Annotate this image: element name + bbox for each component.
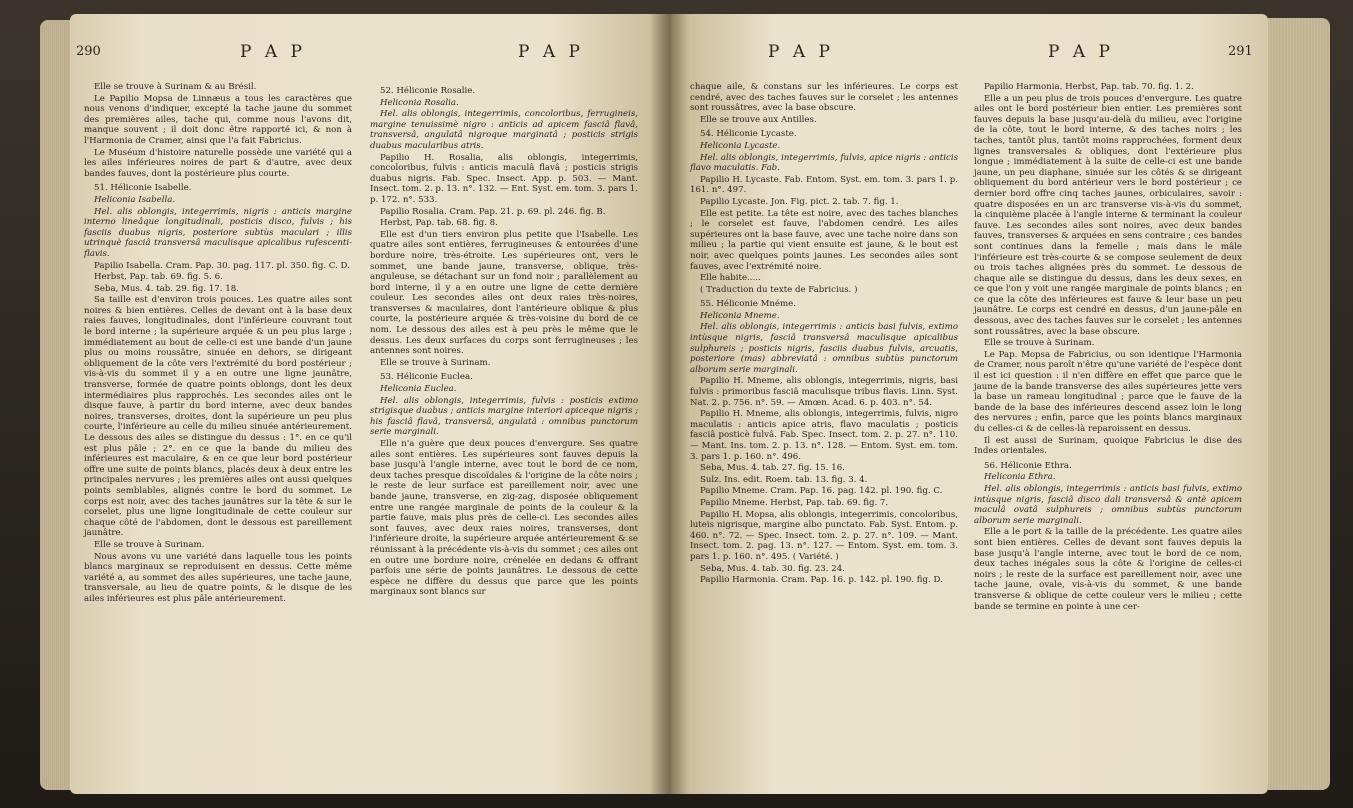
citation: Papilio H. Rosalia, alis oblongis, integerrimis, concoloribus, fulvis : anticis maculâ flavâ ; posticis strigis duabus nigris. Fab. Spec. Insect. App. p. 503. — Mant. Insect. tom. 2. p. 13. n°. 132. — Ent. Syst. em. tom. 3. pars 1. p. 172. n°. 533. [370, 152, 638, 205]
left-page-edges [40, 20, 72, 790]
paragraph: Elle se trouve aux Antilles. [700, 114, 817, 125]
latin-description: Hel. alis oblongis, integerrimis : anticis basi fulvis, extimo intùsque nigris, fasciâ transversâ maculisque apicalibus sulphureis ; posticis nigris, fasciis duabus fulvis, arcuatis, posteriore (mas) abbreviatâ : omnibus subtùs punctorum alborum serie marginali. [690, 322, 958, 375]
species-heading: 53. Héliconie Euclea. [380, 372, 473, 383]
citation: Seba, Mus. 4. tab. 27. fig. 15. 16. [700, 463, 845, 474]
citation: Herbst, Pap. tab. 69. fig. 5. 6. [94, 272, 223, 283]
paragraph: Le Papilio Mopsa de Linnæus a tous les caractères que nous venons d'indiquer, excepté la tache jaune du sommet des premières ailes, tache qui, comme nous l'avons dit, manque souvent ; il doit donc être rapporté ici, & non à l'Harmonia de Cramer, ainsi que l'a fait Fabricius. [84, 93, 352, 146]
page-number: 291 [1228, 44, 1253, 59]
species-heading: 55. Héliconie Mnéme. [700, 299, 796, 310]
latin-description: Hel. alis oblongis, integerrimis, fulvis : posticis extimo strigisque duabus ; anticis margine interiori apiceque nigris ; his fasciâ flavâ, transversâ, angulatâ : omnibus punctorum serie marginali. [370, 395, 638, 438]
paragraph: Sa taille est d'environ trois pouces. Les quatre ailes sont noires & bien entières. Celles de devant ont à la base deux raies fauves, longitudinales, dont l'inférieure couvrant tout le bord interne ; la supérieure arquée & un peu plus large ; immédiatement au bout de celle-ci est une bande d'un jaune plus ou moins roussâtre, sinuée en dehors, se dirigeant obliquement de la côte vers l'extrémité du bord postérieur ; vis-à-vis du sommet il y a en outre une ligne jaunâtre, transverse, formée de quatre points oblongs, dont les deux intermédiaires plus rapprochés. Les secondes ailes ont le disque fauve, à partir du bord interne, avec deux bandes noires, transverses, droites, dont la supérieure un peu plus courte, l'inférieure au celle du milieu sinuée antérieurement. Le dessous des ailes se distingue du dessus : 1°. en ce qu'il est plus pâle ; 2°. en ce que la bande du milieu des inférieures est maculaire, & en ce que leur bord postérieur offre une suite de points blancs, placés deux à deux entre les principales nervures ; les premières ailes ont aussi quelques points semblables, alignés contre le bord du sommet. Le corps est noir, avec des taches jaunâtres sur la tête & sur le corselet, plus une ligne longitudinale de cette couleur sur chaque côté de l'abdomen, dont le dessous est pareillement jaunâtre. [84, 295, 352, 539]
citation: Papilio Isabella. Cram. Pap. 30. pag. 117. pl. 350. fig. C. D. [94, 260, 350, 271]
paragraph: Elle se trouve à Surinam. [380, 357, 491, 368]
citation: Papilio Harmonia. Cram. Pap. 16. p. 142. pl. 190. fig. D. [700, 575, 943, 586]
running-header-right: P A P [1048, 42, 1114, 62]
page-number: 290 [76, 44, 101, 59]
right-page-column-2 [974, 82, 1242, 613]
latin-description: Hel. alis oblongis, integerrimis, nigris : anticis margine interno lineâque longitudinali, posticis disco, fulvis ; his fasciis duabus nigris, posteriore subtùs maculari ; illis utrinquè fasciâ transversâ maculisque apicalibus rufescenti-flavis. [84, 206, 352, 259]
paragraph: chaque aile, & constans sur les inférieures. Le corps est cendré, avec des taches fauves sur le corselet ; les antennes sont roussâtres, avec la base obscure. [690, 82, 958, 114]
left-page-column-1 [84, 82, 352, 606]
latin-description: Heliconia Lycaste. [700, 140, 781, 151]
citation: Papilio Lycaste. Jon. Fig. pict. 2. tab. 7. fig. 1. [700, 196, 899, 207]
citation: Papilio H. Mneme, alis oblongis, integerrimis, nigris, basi fulvis : primoribus fasciâ maculisque tribus flavis. Linn. Syst. Nat. 2. p. 756. n°. 59. — Amœn. Acad. 6. p. 403. n°. 54. [690, 376, 958, 408]
species-heading: 52. Héliconie Rosalie. [380, 86, 476, 96]
latin-description: Heliconia Isabella. [94, 194, 176, 205]
citation: Herbst, Pap. tab. 68. fig. 8. [380, 218, 498, 229]
paragraph: Elle habite..... [700, 273, 761, 284]
paragraph: ( Traduction du texte de Fabricius. ) [700, 284, 858, 295]
citation: Papilio H. Mneme, alis oblongis, integerrimis, fulvis, nigro maculatis : anticis apice atris, flavo maculatis ; posticis fasciâ posticè fulvâ. Fab. Spec. Insect. tom. 2. p. 27. n°. 110. — Mant. Ins. tom. 2. p. 13. n°. 128. — Entom. Syst. em. tom. 3. pars 1. p. 160. n°. 496. [690, 409, 958, 462]
citation: Sulz. Ins. edit. Roem. tab. 13. fig. 3. 4. [700, 474, 868, 485]
latin-description: Heliconia Ethra. [984, 472, 1056, 483]
latin-description: Hel. alis oblongis, integerrimis, fulvis, apice nigris : anticis flavo maculatis. Fab. [690, 152, 958, 174]
paragraph: Le Muséum d'histoire naturelle possède une variété qui a les ailes inférieures noires de part & d'autre, avec deux bandes fauves, dont la postérieure plus courte. [84, 147, 352, 179]
latin-description: Heliconia Mneme. [700, 310, 780, 321]
paragraph: Elle a le port & la taille de la précédente. Les quatre ailes sont bien entières. Celles de devant sont fauves depuis la base jusqu'à l'angle interne, avec tout le bord de ce nom, deux taches inégales sous la côte & l'origine de celles-ci noirs ; le reste de la surface est pareillement noir, avec une tache jaune, ovale, vis-à-vis du sommet, & une bande transverse & oblique de cette couleur vers le milieu ; cette bande se termine en pointe à une cer- [974, 527, 1242, 612]
citation: Papilio Harmonia. Herbst, Pap. tab. 70. fig. 1. 2. [984, 82, 1194, 92]
species-heading: 51. Héliconie Isabelle. [94, 183, 192, 194]
citation: Papilio H. Lycaste. Fab. Entom. Syst. em. tom. 3. pars 1. p. 161. n°. 497. [690, 174, 958, 196]
paragraph: Elle a un peu plus de trois pouces d'envergure. Les quatre ailes ont le bord postérieur bien entier. Les premières sont fauves depuis la base jusqu'au-delà du milieu, avec l'origine de la côte, tout le bord interne, & des taches noirs ; les taches, tantôt plus, tantôt moins rapprochées, forment deux lignes transversales & obliques, dont l'extérieure plus longue ; immédiatement à la suite de celle-ci est une bande jaune, un peu diaphane, sinuée sur les côtés & se dirigeant obliquement du bord antérieur vers le bord postérieur ; ce dernier bord offre cinq taches jaunes, orbiculaires, savoir : quatre disposées en un arc transverse vis-à-vis du sommet, la cinquième placée à l'angle interne & terminant la couleur fauve. Les secondes ailes sont noires, avec deux bandes fauves, transverses & arquées en sens contraire ; ces bandes sont continues dans la femelle ; mais dans le mâle l'inférieure est très-courte & se compose seulement de deux ou trois taches alignées près du sommet. Le dessous de chaque aile se distingue du dessus, dans les deux sexes, en ce que l'on y voit une rangée marginale de points blancs ; en ce que la côte des inférieures est fauve & leur base un peu jaunâtre. Le corps est cendré en dessus, d'un jaune-pâle en dessous, avec des taches fauves sur le corselet ; les antennes sont roussâtres, avec la base obscure. [974, 93, 1242, 337]
citation: Papilio Mneme. Cram. Pap. 16. pag. 142. pl. 190. fig. C. [700, 486, 943, 497]
citation: Seba, Mus. 4. tab. 29. fig. 17. 18. [94, 283, 239, 294]
latin-description: Heliconia Euclea. [380, 384, 457, 395]
left-page [70, 14, 668, 794]
left-page-column-2 [370, 82, 638, 599]
species-heading: 56. Héliconie Ethra. [984, 460, 1072, 471]
running-header-left: P A P [240, 42, 306, 62]
right-page [668, 14, 1268, 794]
running-header-right: P A P [518, 42, 584, 62]
citation: Papilio H. Mopsa, alis oblongis, integerrimis, concoloribus, luteis nigrisque, margine albo punctato. Fab. Syst. Entom. p. 460. n°. 72. — Spec. Insect. tom. 2. p. 27. n°. 109. — Mant. Insect. tom. 2. pag. 13. n°. 127. — Entom. Syst. em. tom. 3. pars 1. p. 160. n°. 495. ( Variété. ) [690, 509, 958, 562]
species-heading: 54. Héliconie Lycaste. [700, 129, 797, 140]
citation: Papilio Mneme. Herbst, Pap. tab. 69. fig. 7. [700, 497, 889, 508]
paragraph: Le Pap. Mopsa de Fabricius, ou son identique l'Harmonia de Cramer, nous paroît n'être qu'une variété de l'espèce dont il est ici question : il n'en diffère en effet que parce que le jaune de la bande transverse des ailes supérieures jette vers la base un rameau longitudinal ; parce que le fauve de la bande de la base des inférieures descend assez loin le long des nervures ; enfin, parce que les points blancs marginaux du celles-ci & de celles-là reparoissent en dessus. [974, 349, 1242, 434]
paragraph: Elle est petite. La tête est noire, avec des taches blanches ; le corselet est fauve, l'abdomen cendré. Les ailes supérieures ont la base fauve, avec une tache noire dans son milieu ; la partie qui vient ensuite est jaune, & le bout est noir, avec quelques points jaunes. Les secondes ailes sont fauves, avec l'extrémité noire. [690, 208, 958, 272]
right-page-edges [1268, 18, 1330, 790]
latin-description: Hel. alis oblongis, integerrimis : anticis basi fulvis, extimo intùsque nigris, fasciâ disco dali transversâ & antè apicem maculâ ovatâ sulphureis ; omnibus subtùs punctorum alborum serie marginali. [974, 483, 1242, 526]
paragraph: Elle n'a guère que deux pouces d'envergure. Ses quatre ailes sont entières. Les supérieures sont fauves depuis la base jusqu'à l'angle interne, avec tout le bord de ce nom, deux taches presque discoïdales & l'origine de la côte noirs ; le reste de leur surface est pareillement noir, avec une bande jaune, transverse, en zig-zag, disposée obliquement entre une rangée marginale de points de la couleur & la partie fauve, mais plus près de celle-ci. Les secondes ailes sont fauves, avec deux raies noires, transverses, dont l'inférieure droite, la supérieure arquée antérieurement & se réunissant à la précédente vis-à-vis du sommet ; ces ailes ont en outre une bordure noire, crénelée en dedans & offrant parfois une série de points jaunâtres. Le dessous de cette espèce ne diffère du dessus que parce que les points marginaux sont blancs sur [370, 439, 638, 598]
paragraph: Elle est d'un tiers environ plus petite que l'Isabelle. Les quatre ailes sont entières, ferrugineuses & entourées d'une bordure noire, très-étroite. Les supérieures ont, vers le sommet, une bande jaune, transverse, oblique, très-anguleuse, se détachant sur un fond noir ; parallèlement au bord interne, il y a en outre une ligne de cette dernière couleur. Les secondes ailes ont deux raies très-noires, transverses & maculaires, dont l'antérieure oblique & plus courte, la postérieure arquée & très-voisine du bord de ce nom. Le dessous des ailes est à peu près le même que le dessus. Les deux surfaces du corps sont ferrugineuses ; les antennes sont noires. [370, 229, 638, 357]
right-page-column-1 [690, 82, 958, 587]
paragraph: Elle se trouve à Surinam. [984, 338, 1095, 349]
paragraph: Nous avons vu une variété dans laquelle tous les points blancs marginaux se reproduisent en dessus. Cette même variété a, au sommet des ailes supérieures, une tache jaune, transversale, au lieu de quatre points, & le disque de les ailes inférieures est plus pâle antérieurement. [84, 551, 352, 604]
latin-description: Heliconia Rosalia. [380, 97, 459, 108]
paragraph: Elle se trouve à Surinam. [94, 539, 205, 550]
paragraph: Il est aussi de Surinam, quoique Fabricius le dise des Indes orientales. [974, 435, 1242, 457]
citation: Papilio Rosalia. Cram. Pap. 21. p. 69. pl. 246. fig. B. [380, 206, 606, 217]
paragraph: Elle se trouve à Surinam & au Brésil. [94, 82, 257, 92]
citation: Seba, Mus. 4. tab. 30. fig. 23. 24. [700, 563, 845, 574]
running-header-left: P A P [768, 42, 834, 62]
latin-description: Hel. alis oblongis, integerrimis, concoloribus, ferrugineis, margine tenuissimè nigro : anticis ad apicem fasciâ flavâ, transversâ, angulatâ nigroque marginatâ ; posticis strigis duabus macularibus atris. [370, 109, 638, 151]
